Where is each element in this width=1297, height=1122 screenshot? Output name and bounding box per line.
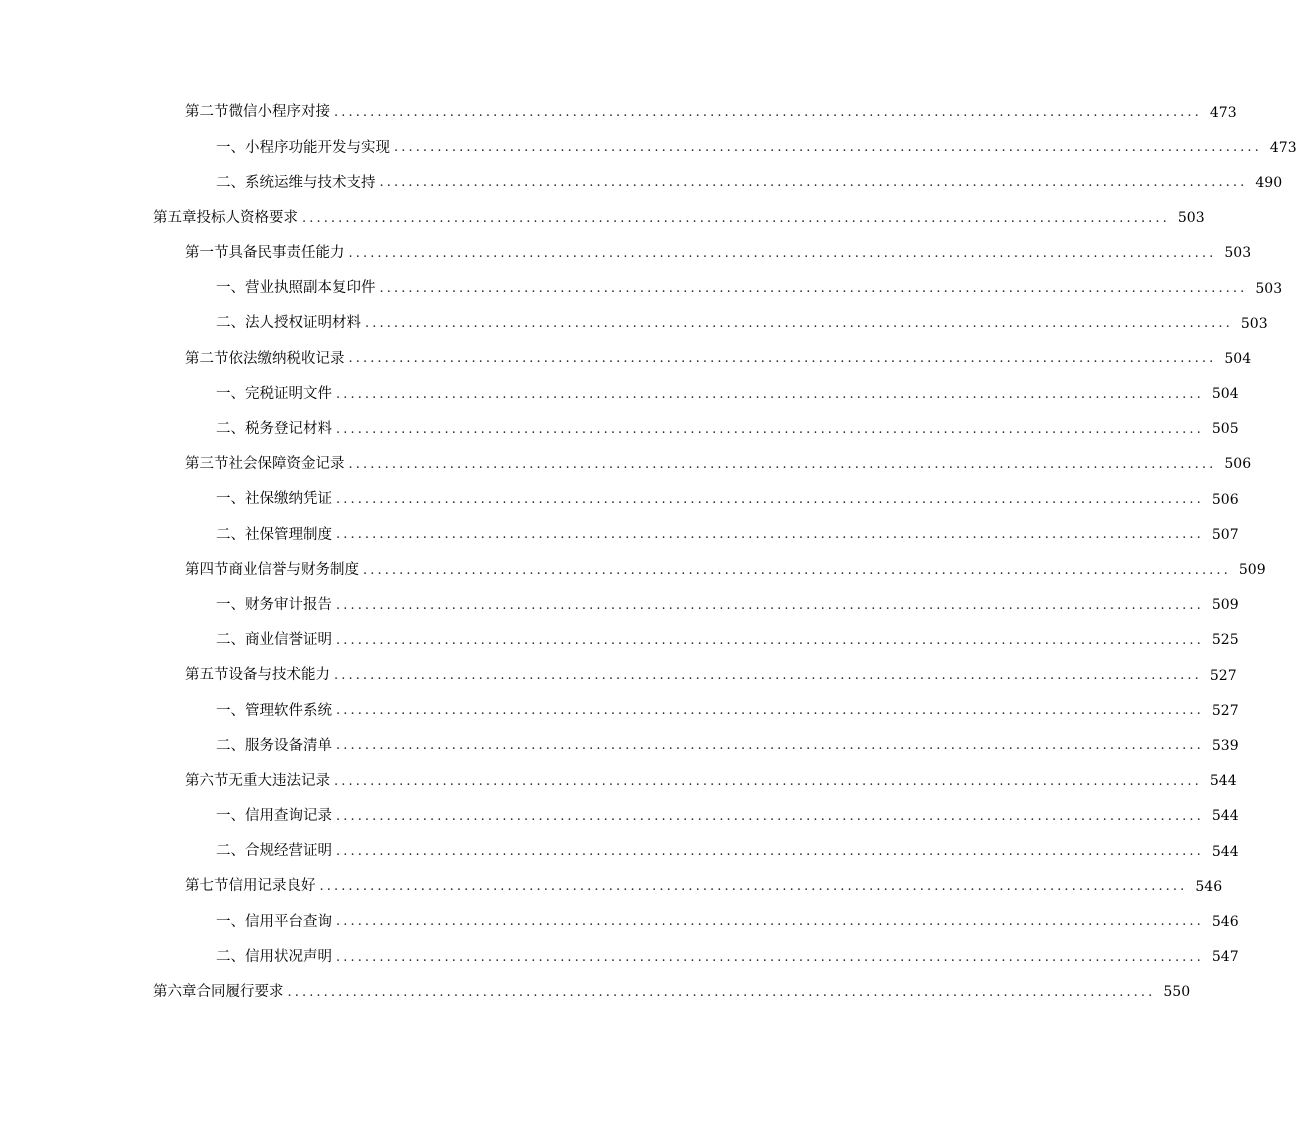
dot-leader: ........................................................................................................................ — [336, 527, 1204, 543]
toc-entry-number: 第一节 — [185, 245, 229, 262]
toc-entry-page-number: 503 — [1240, 315, 1268, 332]
toc-entry[interactable] — [0, 975, 1191, 1010]
toc-entry[interactable] — [0, 377, 1239, 412]
toc-entry[interactable] — [0, 588, 1239, 623]
dot-leader: ........................................................................................................................ — [394, 140, 1262, 156]
toc-entry-title: 微信小程序对接 — [228, 104, 330, 121]
toc-entry[interactable] — [0, 658, 1237, 693]
toc-entry[interactable] — [0, 940, 1239, 975]
toc-entry-page-number: 506 — [1211, 491, 1239, 508]
toc-entry-page-number: 506 — [1224, 456, 1252, 473]
dot-leader: ........................................................................................................................ — [336, 703, 1204, 719]
toc-entry-title: 系统运维与技术支持 — [245, 174, 376, 191]
dot-leader: ........................................................................................................................ — [319, 879, 1188, 895]
toc-entry-number: 一、 — [216, 139, 245, 156]
toc-entry-title: 社会保障资金记录 — [228, 456, 345, 473]
toc-entry[interactable] — [0, 517, 1239, 552]
toc-entry-title: 服务设备清单 — [245, 737, 332, 754]
toc-entry[interactable] — [0, 904, 1239, 939]
toc-entry[interactable] — [0, 95, 1237, 130]
toc-entry-page-number: 547 — [1211, 949, 1239, 966]
toc-entry-number: 第七节 — [185, 878, 229, 895]
toc-entry-title: 合规经营证明 — [245, 843, 332, 860]
toc-entry-number: 一、 — [216, 808, 245, 825]
toc-entry-number: 二、 — [216, 315, 245, 332]
toc-entry[interactable] — [0, 834, 1239, 869]
toc-entry[interactable] — [0, 623, 1239, 658]
toc-entry-title: 财务审计报告 — [245, 596, 332, 613]
toc-entry-number: 二、 — [216, 948, 245, 965]
toc-entry-number: 第二节 — [185, 350, 229, 367]
toc-entry-number: 第六节 — [185, 772, 229, 789]
toc-entry-page-number: 504 — [1224, 350, 1252, 367]
toc-entry[interactable] — [0, 693, 1239, 728]
toc-entry[interactable] — [0, 728, 1239, 763]
toc-entry-number: 一、 — [216, 491, 245, 508]
dot-leader: ........................................................................................................................ — [348, 351, 1217, 367]
toc-entry-number: 二、 — [216, 526, 245, 543]
toc-entry-title: 管理软件系统 — [245, 702, 332, 719]
toc-entry-number: 第六章 — [153, 984, 197, 1001]
toc-entry-number: 第二节 — [185, 104, 229, 121]
dot-leader: ........................................................................................................................ — [365, 316, 1233, 332]
dot-leader: ........................................................................................................................ — [334, 668, 1202, 684]
toc-entry-number: 二、 — [216, 632, 245, 649]
toc-entry-page-number: 509 — [1211, 597, 1239, 614]
toc-entry-number: 第五节 — [185, 667, 229, 684]
toc-entry-number: 一、 — [216, 280, 245, 297]
toc-entry-page-number: 546 — [1211, 913, 1239, 930]
toc-entry-number: 二、 — [216, 174, 245, 191]
toc-entry-title: 小程序功能开发与实现 — [245, 139, 390, 156]
toc-entry-page-number: 503 — [1177, 210, 1205, 227]
toc-entry-number: 一、 — [216, 385, 245, 402]
toc-entry-page-number: 527 — [1209, 667, 1237, 684]
dot-leader: ........................................................................................................................ — [334, 773, 1202, 789]
toc-entry-page-number: 550 — [1163, 984, 1191, 1001]
toc-entry-number: 一、 — [216, 596, 245, 613]
toc-entry-page-number: 544 — [1211, 808, 1239, 825]
toc-entry-title: 具备民事责任能力 — [228, 245, 345, 262]
toc-entry[interactable] — [0, 165, 1283, 200]
toc-entry-page-number: 509 — [1238, 562, 1266, 579]
toc-entry-number: 二、 — [216, 421, 245, 438]
toc-entry-page-number: 525 — [1211, 632, 1239, 649]
dot-leader: ........................................................................................................................ — [336, 844, 1204, 860]
toc-entry-page-number: 505 — [1211, 421, 1239, 438]
toc-entry-page-number: 504 — [1211, 386, 1239, 403]
toc-entry-title: 信用状况声明 — [245, 948, 332, 965]
dot-leader: ........................................................................................................................ — [287, 984, 1156, 1000]
dot-leader: ........................................................................................................................ — [302, 210, 1170, 226]
toc-entry[interactable] — [0, 869, 1223, 904]
toc-entry-title: 信用平台查询 — [245, 913, 332, 930]
toc-entry-title: 社保缴纳凭证 — [245, 491, 332, 508]
dot-leader: ........................................................................................................................ — [336, 597, 1204, 613]
toc-entry-title: 完税证明文件 — [245, 385, 332, 402]
toc-entry-title: 信用记录良好 — [228, 878, 316, 895]
toc-entry-title: 商业信誉证明 — [245, 632, 332, 649]
toc-entry-number: 二、 — [216, 843, 245, 860]
toc-entry-number: 一、 — [216, 702, 245, 719]
toc-entry-title: 合同履行要求 — [196, 984, 284, 1001]
toc-entry-page-number: 503 — [1224, 245, 1252, 262]
dot-leader: ........................................................................................................................ — [336, 492, 1204, 508]
dot-leader: ........................................................................................................................ — [336, 808, 1204, 824]
dot-leader: ........................................................................................................................ — [379, 175, 1248, 191]
toc-entry[interactable] — [0, 552, 1266, 587]
dot-leader: ........................................................................................................................ — [336, 914, 1204, 930]
toc-entry[interactable] — [0, 447, 1252, 482]
toc-entry[interactable] — [0, 341, 1252, 376]
toc-entry-page-number: 473 — [1209, 104, 1237, 121]
toc-entry[interactable] — [0, 799, 1239, 834]
toc-entry-page-number: 546 — [1195, 878, 1223, 895]
table-of-contents — [0, 95, 1297, 1010]
toc-entry[interactable] — [0, 271, 1283, 306]
dot-leader: ........................................................................................................................ — [363, 562, 1231, 578]
toc-entry-page-number: 507 — [1211, 526, 1239, 543]
toc-entry-number: 二、 — [216, 737, 245, 754]
toc-entry[interactable] — [0, 482, 1239, 517]
toc-entry-title: 营业执照副本复印件 — [245, 280, 376, 297]
dot-leader: ........................................................................................................................ — [336, 632, 1204, 648]
toc-entry-title: 信用查询记录 — [245, 808, 332, 825]
toc-entry-title: 税务登记材料 — [245, 421, 332, 438]
toc-entry[interactable] — [0, 412, 1239, 447]
dot-leader: ........................................................................................................................ — [336, 421, 1204, 437]
toc-entry-title: 社保管理制度 — [245, 526, 332, 543]
toc-entry-title: 投标人资格要求 — [196, 209, 298, 226]
toc-entry[interactable] — [0, 306, 1268, 341]
toc-entry[interactable] — [0, 764, 1237, 799]
dot-leader: ........................................................................................................................ — [348, 245, 1217, 261]
toc-entry-title: 法人授权证明材料 — [245, 315, 361, 332]
toc-entry-number: 第五章 — [153, 209, 197, 226]
toc-entry-title: 商业信誉与财务制度 — [228, 561, 359, 578]
dot-leader: ........................................................................................................................ — [334, 105, 1202, 121]
toc-entry-page-number: 539 — [1211, 737, 1239, 754]
toc-entry-page-number: 473 — [1269, 139, 1297, 156]
toc-entry[interactable] — [0, 130, 1297, 165]
dot-leader: ........................................................................................................................ — [379, 281, 1248, 297]
toc-entry[interactable] — [0, 201, 1205, 236]
dot-leader: ........................................................................................................................ — [348, 456, 1217, 472]
dot-leader: ........................................................................................................................ — [336, 949, 1204, 965]
toc-entry-title: 设备与技术能力 — [228, 667, 330, 684]
toc-entry[interactable] — [0, 236, 1252, 271]
toc-entry-number: 一、 — [216, 913, 245, 930]
toc-entry-page-number: 544 — [1209, 773, 1237, 790]
toc-entry-page-number: 527 — [1211, 702, 1239, 719]
toc-entry-page-number: 544 — [1211, 843, 1239, 860]
toc-entry-page-number: 503 — [1255, 280, 1283, 297]
dot-leader: ........................................................................................................................ — [336, 738, 1204, 754]
toc-entry-title: 无重大违法记录 — [228, 772, 330, 789]
toc-entry-number: 第三节 — [185, 456, 229, 473]
toc-entry-page-number: 490 — [1255, 174, 1283, 191]
toc-entry-title: 依法缴纳税收记录 — [228, 350, 345, 367]
toc-entry-number: 第四节 — [185, 561, 229, 578]
dot-leader: ........................................................................................................................ — [336, 386, 1204, 402]
